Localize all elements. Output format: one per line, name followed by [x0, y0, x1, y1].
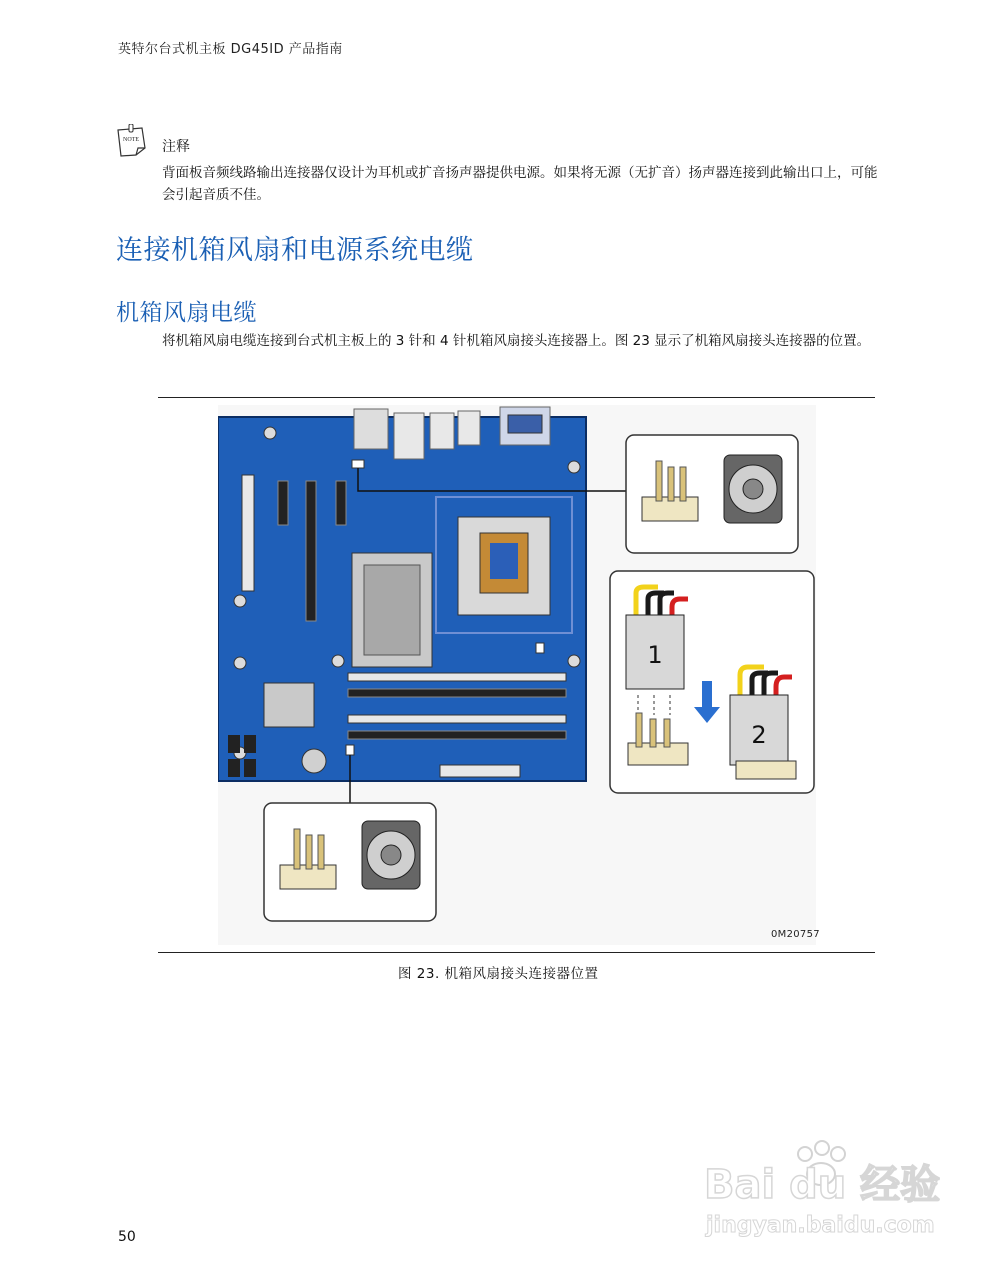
figure-id-label: 0M20757 — [771, 929, 820, 940]
motherboard-figure — [218, 405, 816, 945]
step-1-label: 1 — [647, 641, 663, 669]
step-2-label: 2 — [751, 721, 767, 749]
running-header: 英特尔台式机主板 DG45ID 产品指南 — [118, 42, 343, 57]
figure-caption: 图 23. 机箱风扇接头连接器位置 — [398, 966, 599, 982]
page-number: 50 — [118, 1229, 136, 1245]
callout-connection-steps — [610, 571, 814, 793]
note-body: 背面板音频线路输出连接器仅设计为耳机或扩音扬声器提供电源。如果将无源（无扩音）扬声器连接到此输出口上，可能会引起音质不佳。 — [162, 165, 878, 203]
motherboard-diagram — [218, 407, 586, 781]
subsection-heading: 机箱风扇电缆 — [116, 300, 257, 326]
watermark-brand: Bai du 经验 — [704, 1162, 940, 1208]
note-icon-text: NOTE — [123, 137, 139, 143]
baidu-watermark-logo — [700, 1136, 940, 1246]
callout-3pin-bottom — [264, 803, 436, 921]
section-heading: 连接机箱风扇和电源系统电缆 — [116, 235, 474, 266]
note-title: 注释 — [162, 139, 190, 155]
watermark-url: jingyan.baidu.com — [706, 1213, 935, 1238]
note-icon — [114, 124, 150, 158]
body-paragraph: 将机箱风扇电缆连接到台式机主板上的 3 针和 4 针机箱风扇接头连接器上。图 23 显示了机箱风扇接头连接器的位置。 — [162, 333, 871, 349]
figure-top-rule — [158, 397, 875, 398]
callout-3pin-top — [626, 435, 798, 553]
figure-bottom-rule — [158, 952, 875, 953]
